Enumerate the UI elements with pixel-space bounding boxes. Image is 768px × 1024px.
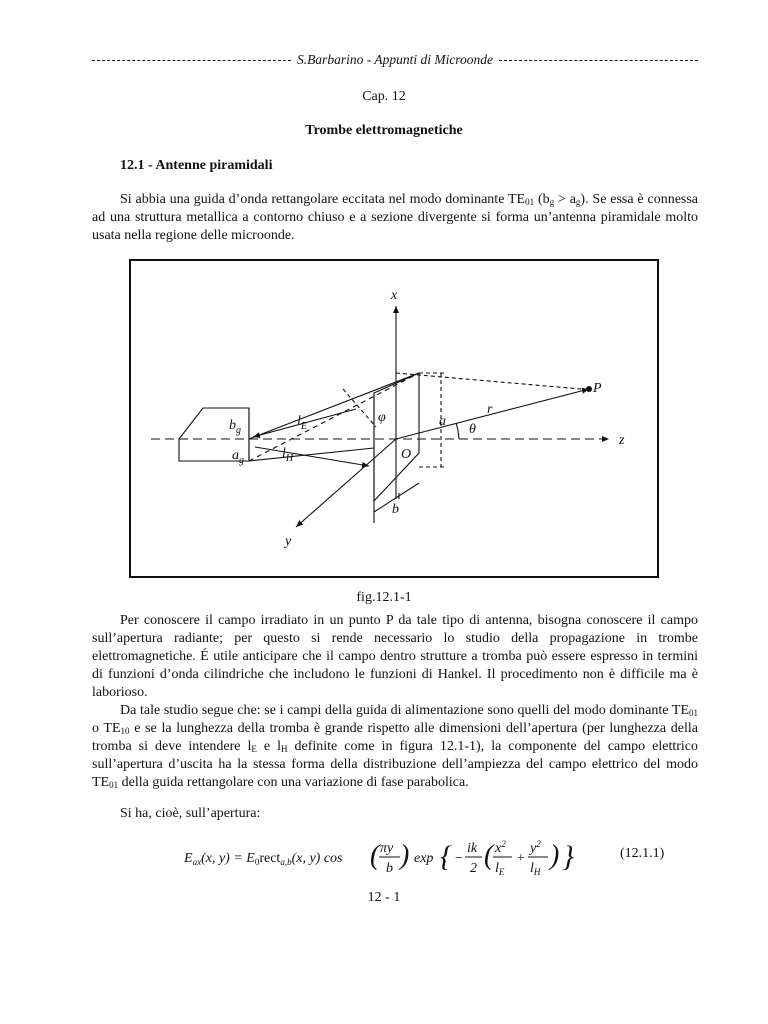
label-P: P	[593, 381, 602, 396]
eq-paren2-open: (	[484, 840, 494, 871]
paragraph-2: Per conoscere il campo irradiato in un punto P da tale tipo di antenna, bisogna conoscere il campo sull’apertura radiante; per questo si rende necessario lo studio della propagazione in trombe elettromagnetiche. É utile anticipare che il campo dentro strutture a tromba può essere espresso in termini di funzioni d’onda cilindriche che includono le funzioni di Hankel. Il procedimento non è difficile ma è laborioso.	[92, 613, 698, 700]
r-vector	[396, 389, 589, 439]
eq-cos-num: πy	[380, 841, 394, 856]
label-lE: $l_E$	[297, 414, 307, 432]
horn-diagram	[131, 261, 657, 576]
eq-lhs: $E_{ax}(x$, $y) = E_0rect_{a,b}(x$, y) cos	[184, 851, 343, 867]
chapter-label: Cap. 12	[362, 89, 406, 104]
eq-brace-open: {	[440, 840, 452, 873]
chapter-title: Trombe elettromagnetiche	[305, 123, 463, 138]
eq-frac1-num: ik	[467, 841, 478, 856]
eq-paren-close: )	[400, 840, 410, 871]
eq-frac1-den: 2	[470, 861, 477, 876]
equation-12-1-1	[184, 836, 584, 880]
point-P	[586, 386, 592, 392]
header-rule-right	[499, 60, 698, 61]
label-theta: θ	[469, 422, 476, 437]
header-text: S.Barbarino - Appunti di Microonde	[296, 52, 494, 67]
label-b: b	[392, 502, 399, 517]
eq-brace-close: }	[562, 840, 574, 873]
eq-frac3-num: $y^2$	[530, 839, 541, 856]
eq-frac2-den: $l_E$	[495, 861, 505, 877]
eq-minus: −	[454, 851, 464, 866]
P-ref-line	[396, 373, 581, 389]
paragraph-3: Da tale studio segue che: se i campi della guida di alimentazione sono quelli del modo dominante $TE_{01}$ o $TE_{10}$ e se la lunghezza della tromba è grande rispetto alle dimensioni dell’apertura (per lunghezza della tromba si deve intendere $l_E$ e $l_H$ definite come in figura 12.1-1), la componente del campo elettrico sull’apertura d’uscita ha la stessa forma della distribuzione dell’ampiezza del campo elettrico del modo $TE_{01}$ della guida rettangolare con una variazione di fase parabolica.	[92, 703, 698, 790]
eq-frac3-den: $l_H$	[530, 861, 541, 877]
label-phi: φ	[378, 410, 386, 425]
horn-antenna-figure	[129, 259, 659, 578]
paragraph-1: Si abbia una guida d’onda rettangolare eccitata nel modo dominante $TE_{01}$ $(b_g > a_g)$. Se essa è connessa ad una struttura metallica a contorno chiuso e a sezione divergente si forma un’antenna piramidale molto usata nella regione delle microonde.	[92, 192, 699, 243]
header-rule-left	[92, 60, 291, 61]
eq-paren2-close: )	[550, 840, 560, 871]
eq-plus: +	[516, 851, 526, 866]
label-x: x	[391, 288, 398, 303]
section-heading: 12.1 - Antenne piramidali	[120, 158, 273, 173]
eq-frac2-num: $x^2$	[495, 839, 506, 856]
label-r: r	[487, 402, 493, 417]
eq-paren-open: (	[370, 840, 380, 871]
label-lH: $l_H$	[282, 446, 294, 464]
label-a: a	[439, 414, 446, 429]
horn-edge-bottom	[249, 448, 374, 461]
eq-exp: exp	[414, 851, 434, 866]
label-O: O	[401, 447, 412, 462]
theta-arc	[456, 423, 459, 439]
label-bg: $b_g$	[229, 418, 241, 436]
y-axis	[296, 439, 396, 527]
figure-caption: fig.12.1-1	[356, 590, 412, 605]
label-z: z	[619, 433, 625, 448]
eq-cos-den: b	[386, 861, 393, 876]
equation-number: (12.1.1)	[620, 846, 665, 861]
horn-edge-hidden	[249, 373, 419, 461]
page-number: 12 - 1	[367, 890, 401, 905]
label-y: y	[285, 534, 292, 549]
horn-edge-top	[249, 373, 419, 439]
phi-ref-line	[343, 389, 376, 427]
label-ag: $a_g$	[232, 448, 244, 466]
running-header	[92, 52, 698, 68]
paragraph-4: Si ha, cioè, sull’apertura:	[120, 806, 261, 821]
